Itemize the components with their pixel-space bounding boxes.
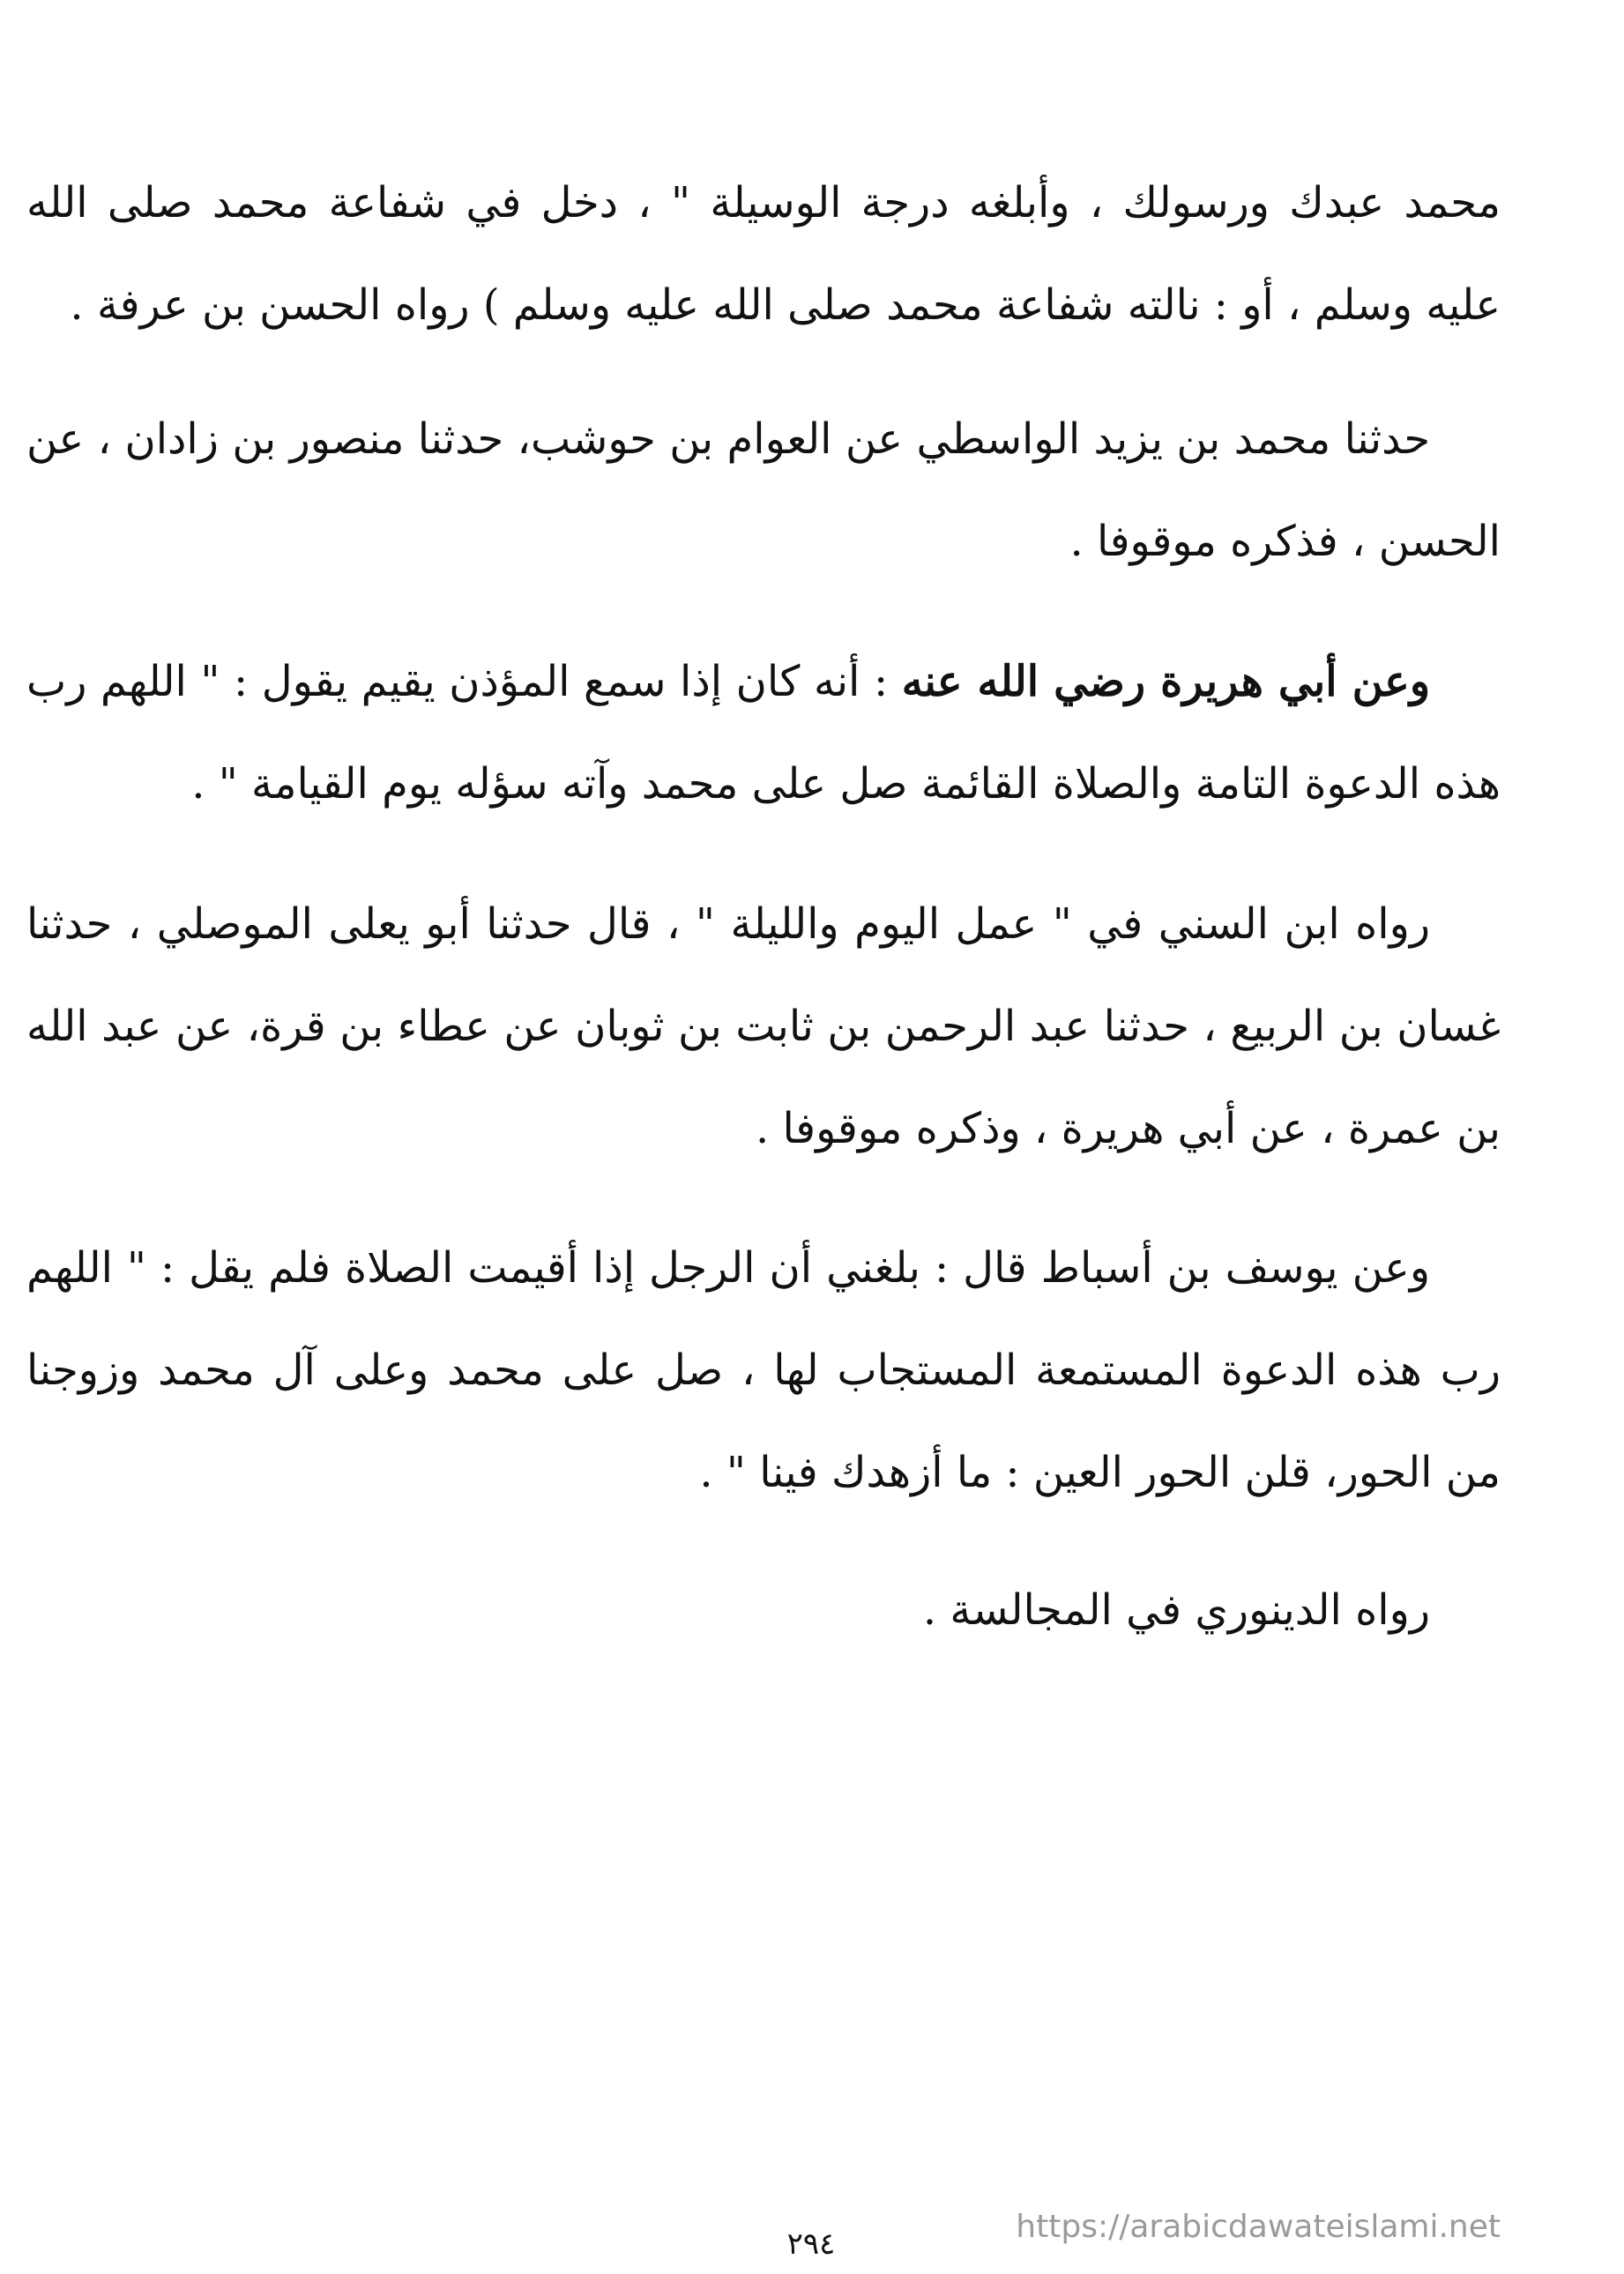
paragraph-5: وعن يوسف بن أسباط قال : بلغني أن الرجل إذا أقيمت الصلاة فلم يقل : " اللهم رب هذه الدعوة المستمعة المستجاب لها ، صل على محمد وعلى آل محمد وزوجنا من الحور، قلن الحور العين : ما أزهدك فينا " . <box>26 1243 1501 1497</box>
paragraph-3-body: : أنه كان إذا سمع المؤذن يقيم يقول : " اللهم رب هذه الدعوة التامة والصلاة القائمة صل على محمد وآته سؤله يوم القيامة " . <box>26 657 1501 809</box>
page-number: ٢٩٤ <box>786 2226 836 2262</box>
paragraph-1: محمد عبدك ورسولك ، وأبلغه درجة الوسيلة " ، دخل في شفاعة محمد صلى الله عليه وسلم ، أو : نالته شفاعة محمد صلى الله عليه وسلم ) رواه الحسن بن عرفة . <box>26 178 1501 330</box>
paragraph-4: رواه ابن السني في " عمل اليوم والليلة " ، قال حدثنا أبو يعلى الموصلي ، حدثنا غسان بن الربيع ، حدثنا عبد الرحمن بن ثابت بن ثوبان عن عطاء بن قرة، عن عبد الله بن عمرة ، عن أبي هريرة ، وذكره موقوفا . <box>26 899 1501 1153</box>
paragraph-3-bold-lead: وعن أبي هريرة رضي الله عنه <box>901 657 1431 706</box>
paragraph-3 <box>26 630 1501 835</box>
watermark-url: https://arabicdawateislami.net <box>1016 2209 1501 2245</box>
paragraph-6: رواه الدينوري في المجالسة . <box>922 1585 1430 1635</box>
paragraph-2: حدثنا محمد بن يزيد الواسطي عن العوام بن حوشب، حدثنا منصور بن زادان ، عن الحسن ، فذكره موقوفا . <box>26 414 1501 566</box>
